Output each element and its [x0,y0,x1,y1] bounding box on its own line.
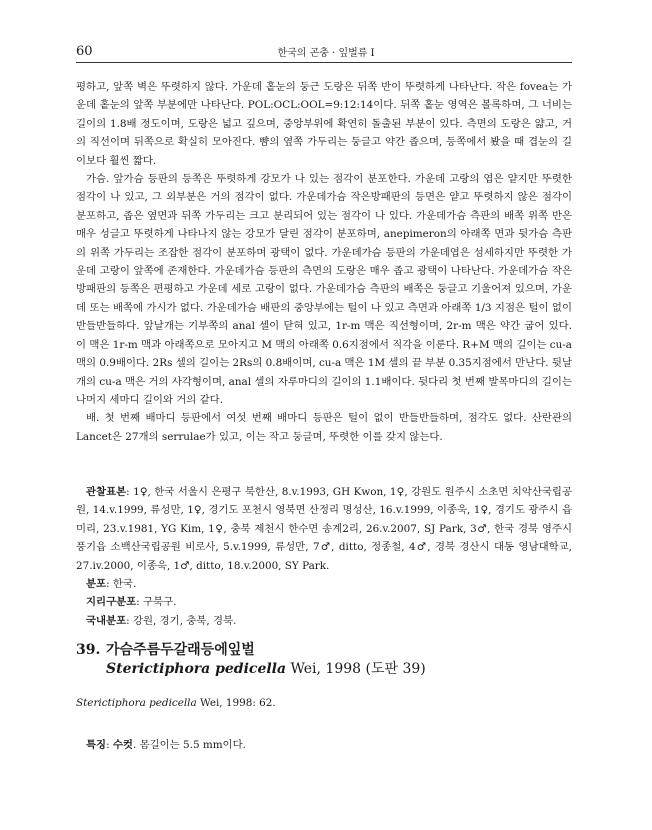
species-number: 39. [76,642,101,658]
specimen-section [76,483,572,630]
description-abdomen-paragraph: 배. 첫 번째 배마디 등판에서 여섯 번째 배마디 등판은 털이 없이 반들반들하며, 점각도 없다. 산란관의 Lancet은 27개의 serrulae가 있고, 이는 작고 둥글며, 뚜렷한 이를 갖지 않는다. [76,412,572,443]
running-header: 한국의 곤충 · 잎벌류 I [277,48,375,59]
feature-label: 특징 [86,739,107,751]
species-title-line [76,641,572,660]
specimens-text: : 1♀, 한국 서울시 은평구 북한산, 8.v.1993, GH Kwon, 1♀, 강원도 원주시 소초면 치악산국립공원, 14.v.1999, 류성만, 1♀, 경기도 포천시 영북면 산정리 명성산, 16.v.1999, 이종욱, 1♀, 경기도 광주시 읍미리, 23.v.1981, YG Kim, 1♀, 충북 제천시 한수면 송계2리, 26.v.2007, SJ Park, 3♂, 한국 경북 영주시 풍기읍 소백산국립공원 비로사, 5.v.1999, 류성만, 7♂, ditto, 정종철, 4♂, 경북 경산시 대동 영남대학교, 27.iv.2000, 이종욱, 1♂, ditto, 18.v.2000, SY Park. [76,486,572,572]
domestic-distribution-value: : 강원, 경기, 충북, 경북. [126,614,237,627]
domestic-distribution-line [76,612,572,630]
header-rule [76,62,572,63]
species-sci-line [76,660,572,679]
geo-distribution-label: 지리구분포 [86,596,137,609]
geo-distribution-line [76,593,572,611]
specimens-label: 관찰표본 [86,486,127,498]
distribution-label: 분포 [86,578,107,591]
species-heading [76,641,572,679]
feature-line: 특징: 수컷. 몸길이는 5.5 mm이다. [86,739,246,751]
specimens-paragraph [76,483,572,575]
geo-distribution-value: : 구북구. [136,596,177,609]
page-number: 60 [76,44,93,59]
feature-sex-label: 수컷 [112,739,133,751]
distribution-line [76,575,572,593]
citation-line [76,697,572,709]
domestic-distribution-label: 국내분포 [86,614,127,627]
citation-rest: Wei, 1998: 62. [196,697,276,709]
description-thorax-paragraph: 가슴. 앞가슴 등판의 등쪽은 뚜렷하게 강모가 나 있는 점각이 분포한다. 가운데 고랑의 엽은 얕지만 뚜렷한 점각이 나 있고, 그 외부분은 거의 점각이 없다. 가운데가슴 작은방패판의 등면은 얕고 뚜렷하지 않은 점각이 분포하고, 좁은 옆면과 뒤쪽 가두리는 크고 분리되어 있는 점각이 나 있다. 가운데가슴 측판의 배쪽 위쪽 반은 매우 성글고 뚜렷하게 나타나지 않는 강모가 달린 점각이 분포하며, anepimeron의 아래쪽 면과 뒷가슴 측판의 위쪽 가두리는 조잡한 점각이 분포하며 광택이 없다. 가운데가슴 등판의 가운데엽은 섬세하지만 뚜렷한 가운데 고랑이 앞쪽에 존재한다. 가운데가슴 등판의 측면의 도랑은 매우 좁고 광택이 나타난다. 가운데가슴 작은방패판의 등쪽은 편평하고 가운데 세로 고랑이 없다. 가운데가슴 측판의 배쪽은 둥글고 기울어져 있으며, 가운데 또는 배쪽에 가시가 없다. 가운데가슴 배판의 중앙부에는 털이 나 있고 측면과 아래쪽 1/3 지점은 털이 없이 반들반들하다. 앞날개는 기부쪽의 anal 셀이 닫혀 있고, 1r-m 맥은 직선형이며, 2r-m 맥은 약간 굽어 있다. 이 맥은 1r-m 맥과 아래쪽으로 모아지고 M 맥의 아래쪽 0.6지점에서 직각을 이룬다. R+M 맥의 길이는 cu-a 맥의 0.9배이다. 2Rs 셀의 길이는 2Rs의 0.8배이며, cu-a 맥은 1M 셀의 끝 부분 0.35지점에서 만난다. 뒷날개의 cu-a 맥은 거의 사각형이며, anal 셀의 자루마디의 길이의 1.1배이다. 뒷다리 첫 번째 발목마디의 길이는 나머지 세마디 길이와 거의 같다. [76,173,572,406]
species-author: Wei, 1998 (도판 39) [286,661,426,677]
citation-name: Sterictiphora pedicella [76,697,197,709]
distribution-value: : 한국. [106,578,137,591]
feature-text: . 몸길이는 5.5 mm이다. [132,739,246,751]
description-body [76,78,572,446]
description-head-paragraph: 평하고, 앞쪽 벽은 뚜렷하지 않다. 가운데 홑눈의 둥근 도랑은 뒤쪽 반이 뚜렷하게 나타난다. 작은 fovea는 가운데 홑눈의 앞쪽 부분에만 나타난다. POL:OCL:OOL=9:12:14이다. 뒤쪽 홑눈 영역은 볼록하며, 그 너비는 길이의 1.8배 정도이며, 도랑은 넓고 깊으며, 중앙부위에 확연히 돌출된 부분이 있다. 측면의 도랑은 얇고, 거의 직선이며 뒤쪽으로 확실히 모아진다. 뺨의 옆쪽 가두리는 둥글고 약간 좁으며, 등쪽에서 봤을 때 겹눈의 길이보다 훨씬 짧다. [76,81,572,167]
species-korean-name: 가슴주름두갈래등에잎벌 [106,642,255,658]
species-scientific-name: Sterictiphora pedicella [106,661,287,677]
